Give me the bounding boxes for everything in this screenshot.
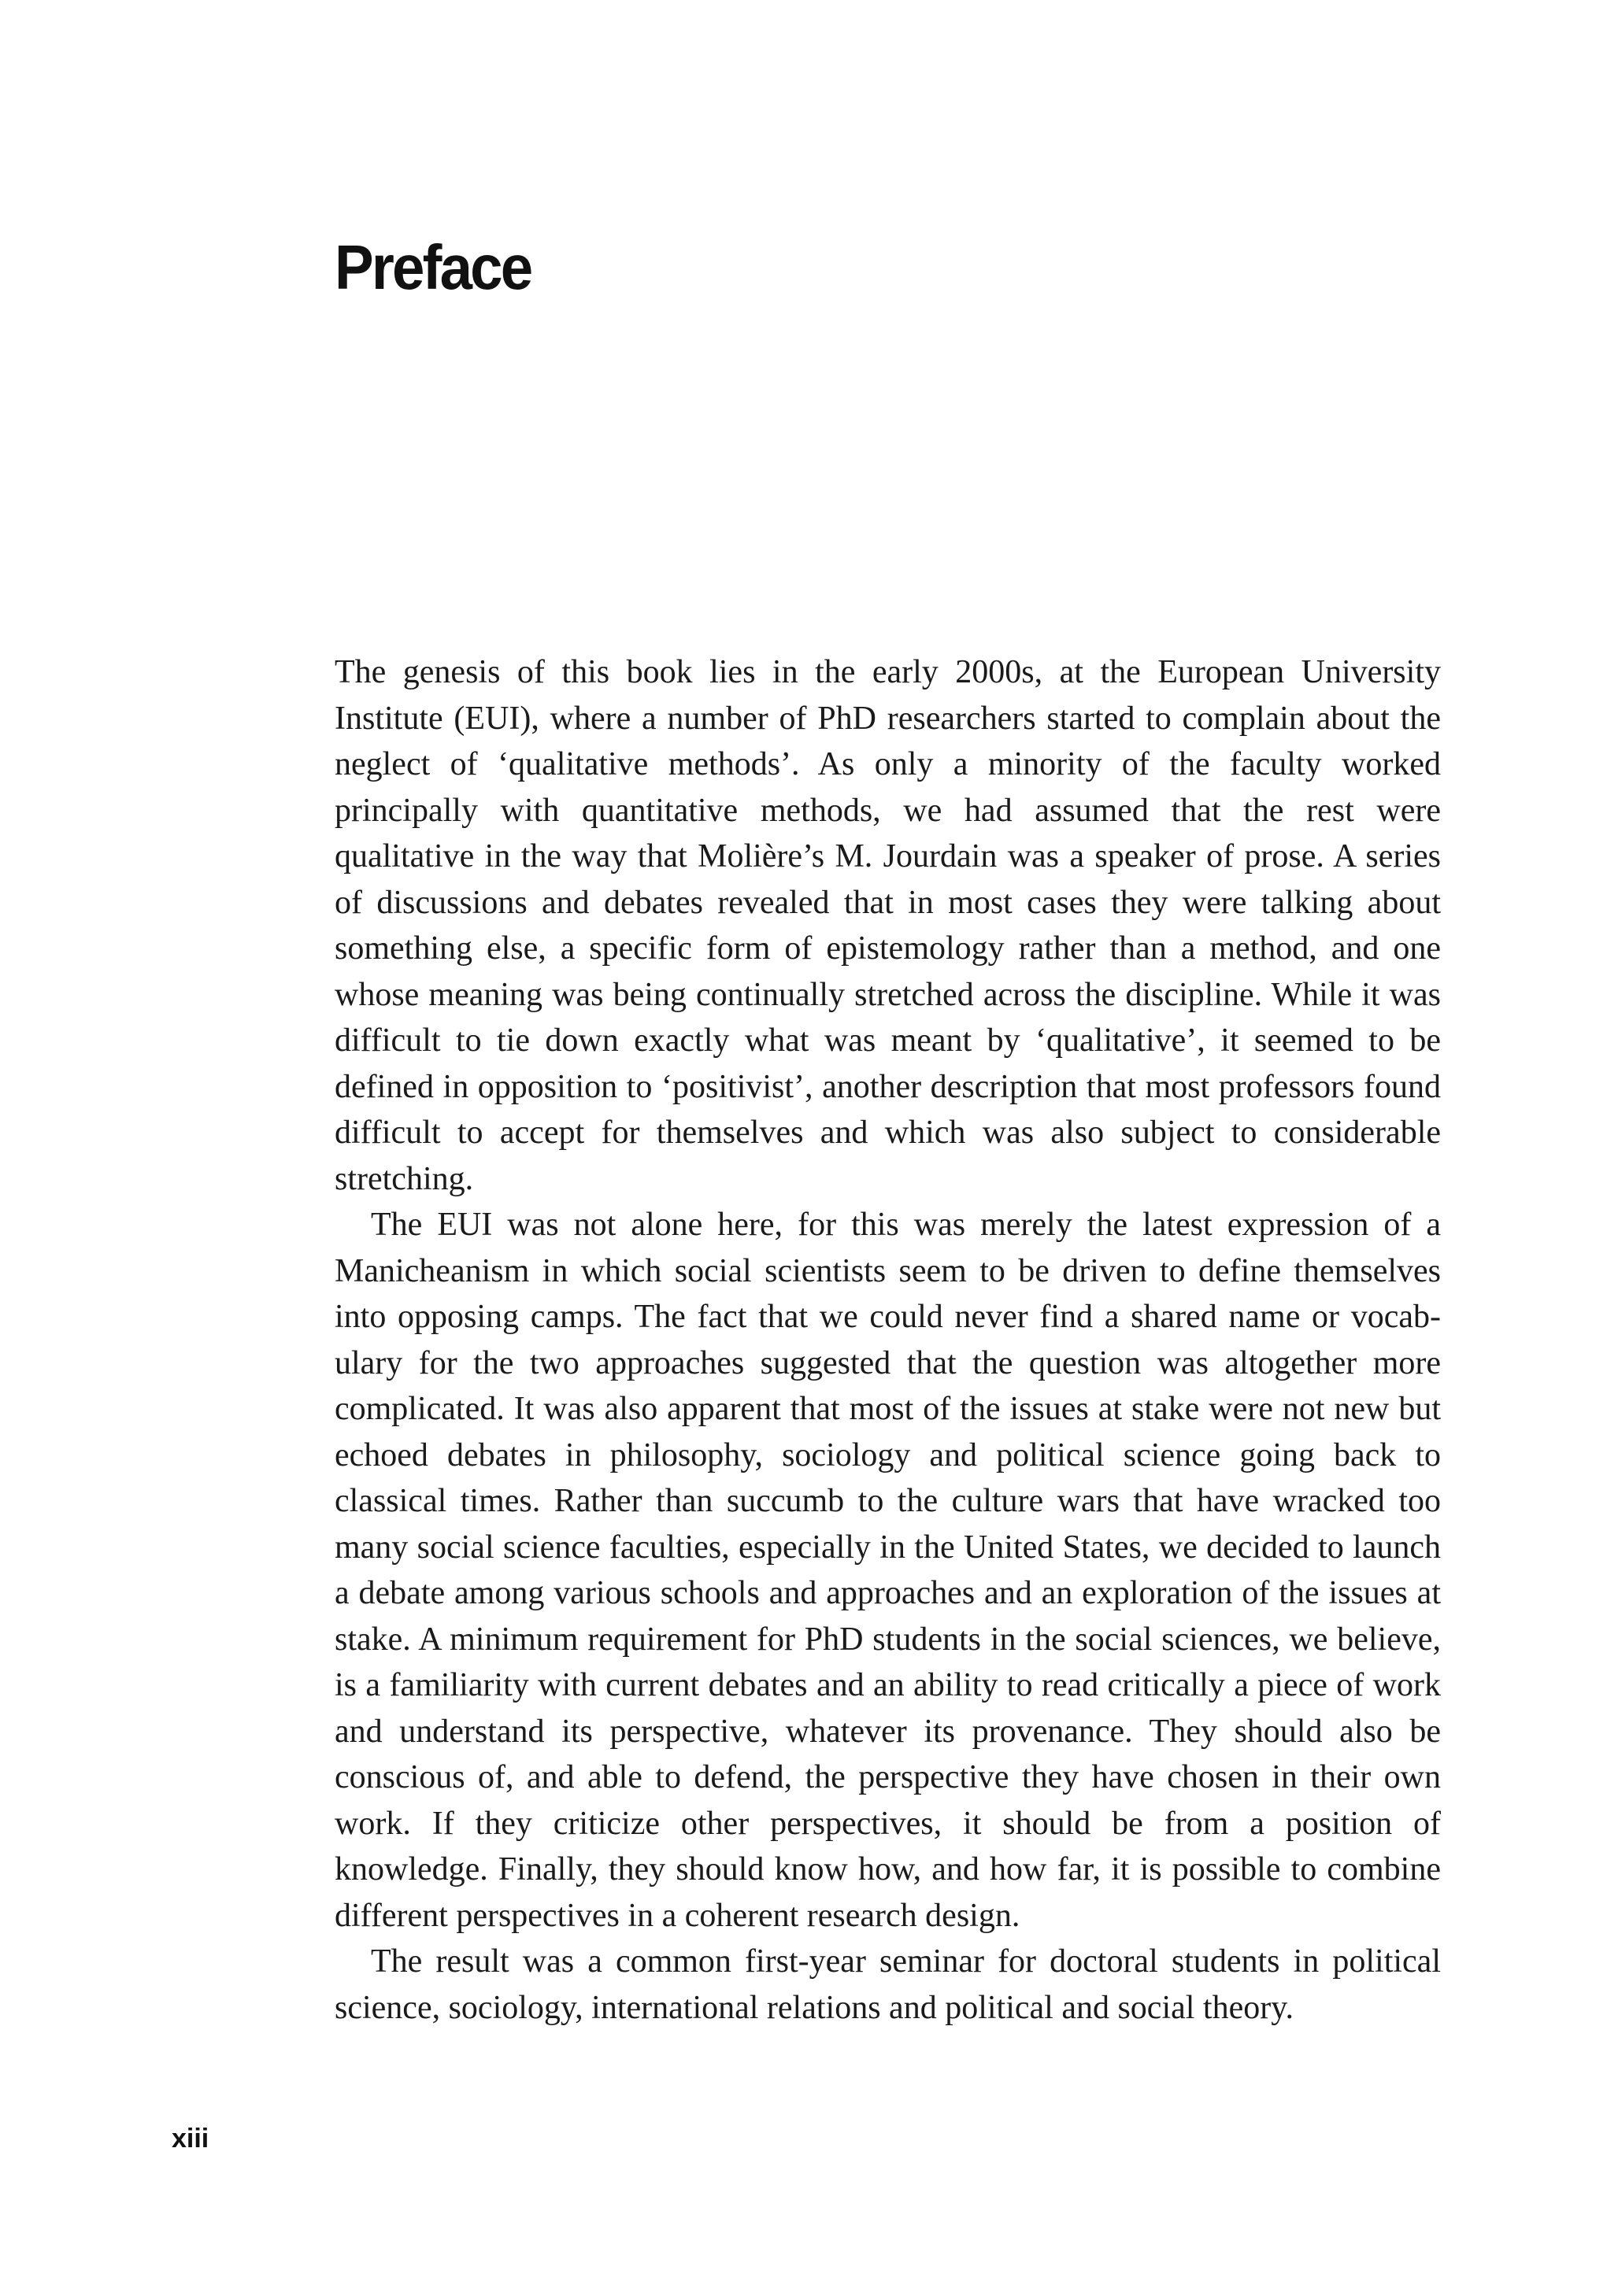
paragraph: The EUI was not alone here, for this was merely the latest expression of a Manicheanism in which social scientists seem to be driven to define themselves into opposing camps. The fact that we could never find a shared name or vocabulary for the two approaches suggested that the question was altogether more complicated. It was also apparent that most of the issues at stake were not new but echoed debates in philosophy, sociology and political science going back to classical times. Rather than succumb to the culture wars that have wracked too many social science faculties, especially in the United States, we decided to launch a debate among various schools and approaches and an exploration of the issues at stake. A minimum requirement for PhD students in the social sciences, we believe, is a familiarity with current debates and an ability to read critically a piece of work and understand its perspective, whatever its provenance. They should also be conscious of, and able to defend, the perspective they have chosen in their own work. If they criticize other perspectives, it should be from a position of knowledge. Finally, they should know how, and how far, it is possible to combine different perspectives in a coherent research design. <box>335 1207 1441 1934</box>
paragraph: The genesis of this book lies in the early 2000s, at the European University Institute (EUI), where a number of PhD researchers started to complain about the neglect of ‘qualitative methods’. As only a minority of the faculty worked principally with quantitative methods, we had assumed that the rest were qualitative in the way that Molière’s M. Jourdain was a speaker of prose. A series of discussions and debates revealed that in most cases they were talking about something else, a specific form of epistemology rather than a method, and one whose meaning was being continually stretched across the discipline. While it was difficult to tie down exactly what was meant by ‘qualitative’, it seemed to be defined in opposition to ‘positivist’, another description that most professors found difficult to accept for themselves and which was also subject to considerable stretching. <box>335 654 1441 1197</box>
paragraph: The result was a common first-year seminar for doctoral students in political science, sociology, international relations and political and social theory. <box>335 1943 1441 2026</box>
page-title: Preface <box>335 232 531 302</box>
page-number: xiii <box>172 2124 209 2154</box>
body-text <box>335 649 1441 2031</box>
